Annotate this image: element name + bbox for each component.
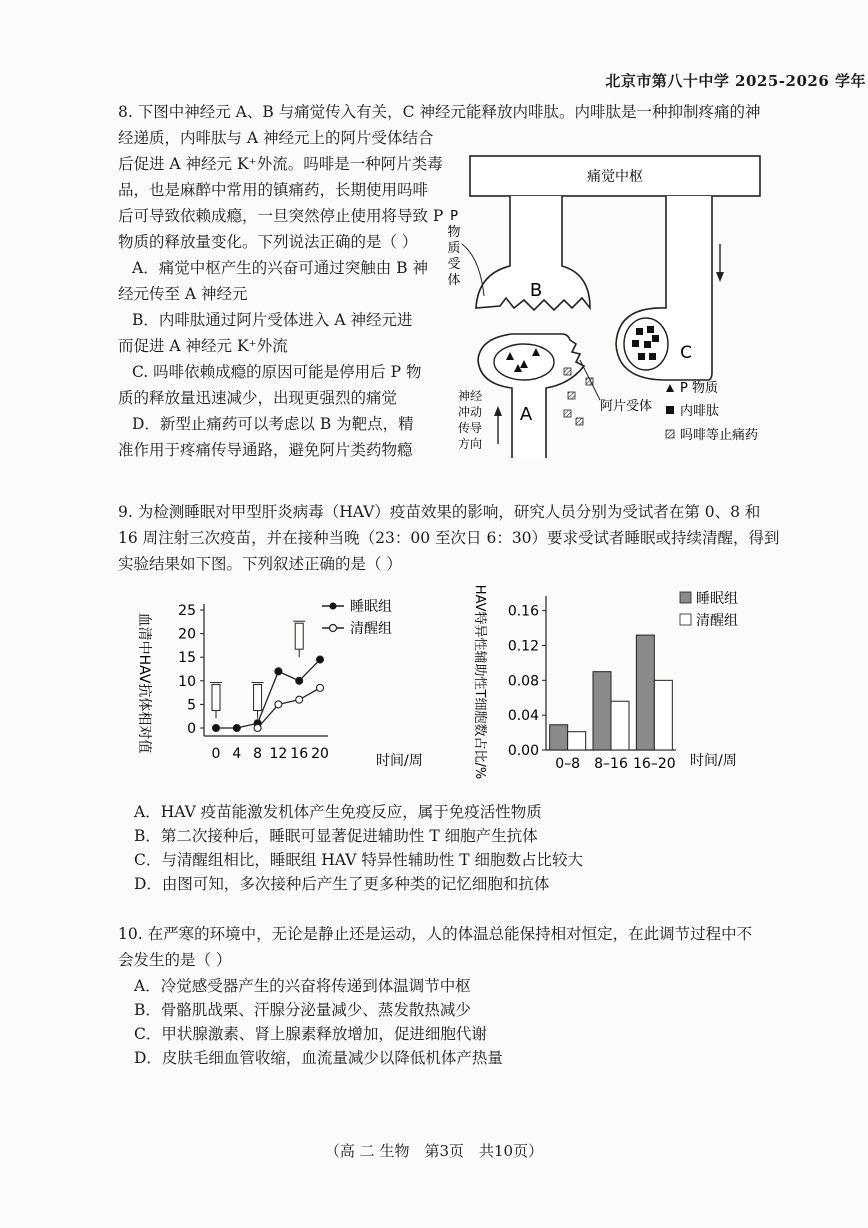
chart1-y-tick-label: 10 [178,673,196,690]
data-point-awake [254,725,261,732]
series-line-awake [258,688,320,728]
chart1-marks [210,621,324,731]
svg-text:P 物质: P 物质 [680,381,718,396]
q8-option-a: A．痛觉中枢产生的兴奋可通过突触由 B 神 [132,259,428,277]
data-point-sleep [317,656,324,663]
data-point-awake [296,696,303,703]
svg-text:P: P [450,209,458,224]
q10-option-a: A．冷觉感受器产生的兴奋将传递到体温调节中枢 [134,977,471,995]
svg-text:方向: 方向 [457,437,483,451]
chart1-x-tick-label: 0 [211,746,221,762]
q9-line: 16 周注射三次疫苗，并在接种当晚（23：00 至次日 6：30）要求受试者睡眠或持续清醒，得到 [118,529,780,547]
data-point-sleep [233,725,240,732]
q8-option-d-cont: 准作用于疼痛传导通路，避免阿片类药物瘾 [118,441,413,459]
chart2-ylabel: HAV特异性辅助性T细胞数占比/% [472,584,487,780]
bar-sleep [550,725,568,750]
data-point-awake [275,701,282,708]
q8-line: 经递质，内啡肽与 A 神经元上的阿片受体结合 [118,129,434,147]
chart1-x-tick-label: 20 [311,746,329,762]
data-point-sleep [296,677,303,684]
chart2-y-tick-label: 0.12 [507,638,539,655]
chart1-x-tick-label: 16 [290,746,309,762]
legend-sleep-bar: 睡眠组 [696,591,738,607]
q8-line: 8. 下图中神经元 A、B 与痛觉传入有关，C 神经元能释放内啡肽。内啡肽是一种抑制疼痛的神 [118,103,761,121]
q8-line: 后可导致依赖成瘾，一旦突然停止使用将导致 P [118,207,444,225]
q8-line: 品，也是麻醉中常用的镇痛药，长期使用吗啡 [118,181,429,199]
svg-text:质: 质 [447,241,461,256]
svg-text:受: 受 [447,257,461,272]
chart1-x-tick-label: 4 [232,746,242,762]
svg-text:内啡肽: 内啡肽 [680,404,720,419]
q9-option-a: A．HAV 疫苗能激发机体产生免疫反应，属于免疫活性物质 [134,803,542,821]
page-footer: （高 二 生物 第3页 共10页） [324,1142,544,1160]
conduction-direction-label [458,388,482,451]
pain-center-label: 痛觉中枢 [587,169,643,185]
chart2-y-tick-label: 0.16 [507,603,539,620]
chart1-xlabel: 时间/周 [376,753,423,769]
chart1-y-tick-label: 5 [187,697,196,714]
svg-text:物: 物 [447,225,461,240]
q8-line: 物质的释放量变化。下列说法正确的是（ ） [118,233,418,251]
neuron-c-label: C [680,343,692,363]
diagram-legend [666,380,758,443]
q10-line: 会发生的是（ ） [118,951,232,969]
chart1-y-tick-label: 25 [178,603,196,619]
opioid-pointer [580,360,600,400]
syringe-icon [210,683,222,719]
chart1-y-tick-label: 0 [187,721,196,737]
data-point-sleep [275,668,282,675]
svg-text:体: 体 [447,273,461,288]
chart2-x-tick-label: 8–16 [594,756,628,772]
data-point-awake [317,684,324,691]
chart1-x-tick-label: 12 [269,746,288,762]
chart1-y-tick-label: 15 [178,650,196,667]
chart1-legend [322,599,392,637]
legend-sleep: 睡眠组 [350,599,392,615]
q10-option-d: D．皮肤毛细血管收缩，血流量减少以降低机体产热量 [134,1049,503,1067]
neuron-diagram [440,148,770,462]
opioid-receptor-label: 阿片受体 [600,399,653,414]
chart2-y-tick-label: 0.08 [507,673,539,690]
series-line-sleep [216,660,320,728]
chart2-y-tick-label: 0.00 [507,743,539,759]
chart1-ylabel: 血清中HAV抗体相对值 [136,612,152,754]
legend-awake: 清醒组 [350,621,392,637]
svg-text:神经: 神经 [457,389,483,403]
syringe-icon [293,621,305,657]
bar-awake [611,701,629,750]
antibody-line-chart [118,588,423,780]
q9-option-d: D．由图可知，多次接种后产生了更多种类的记忆细胞和抗体 [134,875,550,893]
q8-option-c-cont: 质的释放量迅速减少，出现更强烈的痛觉 [118,389,398,407]
q9-line: 实验结果如下图。下列叙述正确的是（ ） [118,555,402,573]
chart2-marks [550,635,673,750]
q8-option-c: C. 吗啡依赖成瘾的原因可能是停用后 P 物 [132,363,422,381]
q8-option-b-cont: 而促进 A 神经元 K⁺外流 [118,337,288,355]
q10-option-c: C．甲状腺激素、肾上腺素释放增加，促进细胞代谢 [134,1025,487,1043]
q8-option-b: B．内啡肽通过阿片受体进入 A 神经元进 [132,311,413,329]
q9-line: 9. 为检测睡眠对甲型肝炎病毒（HAV）疫苗效果的影响，研究人员分别为受试者在第 0、8 和 [118,503,761,521]
svg-text:吗啡等止痛药: 吗啡等止痛药 [680,428,759,443]
chart2-y-tick-label: 0.04 [507,708,539,725]
bar-awake [654,680,672,750]
chart2-legend [680,591,738,629]
chart2-x-tick-label: 0–8 [555,756,581,772]
data-point-sleep [213,725,220,732]
bar-awake [568,732,586,750]
chart1-x-tick-label: 8 [253,746,263,762]
q8-line: 后促进 A 神经元 K⁺外流。吗啡是一种阿片类毒 [118,155,443,173]
bar-sleep [636,635,654,750]
chart1-y-tick-label: 20 [178,626,196,643]
legend-awake-bar: 清醒组 [696,613,738,629]
t-cell-bar-chart [458,582,758,780]
q10-option-b: B．骨骼肌战栗、汗腺分泌量减少、蒸发散热减少 [134,1001,471,1019]
svg-text:传导: 传导 [457,421,483,435]
neuron-b-label: B [529,280,543,301]
q8-option-d: D．新型止痛药可以考虑以 B 为靶点，精 [132,415,414,433]
q9-option-b: B．第二次接种后，睡眠可显著促进辅助性 T 细胞产生抗体 [134,827,538,845]
q8-option-a-cont: 经元传至 A 神经元 [118,285,248,303]
svg-text:冲动: 冲动 [457,405,483,419]
neuron-a-label: A [519,404,533,425]
chart2-xlabel: 时间/周 [690,753,737,769]
p-receptor-label [447,209,460,288]
page-header: 北京市第八十中学 2025-2026 学年 [605,72,866,90]
bar-sleep [593,672,611,750]
chart2-x-tick-label: 16–20 [633,756,676,772]
q10-line: 10. 在严寒的环境中，无论是静止还是运动，人的体温总能保持相对恒定，在此调节过程中不 [118,925,753,943]
q9-option-c: C．与清醒组相比，睡眠组 HAV 特异性辅助性 T 细胞数占比较大 [134,851,584,869]
